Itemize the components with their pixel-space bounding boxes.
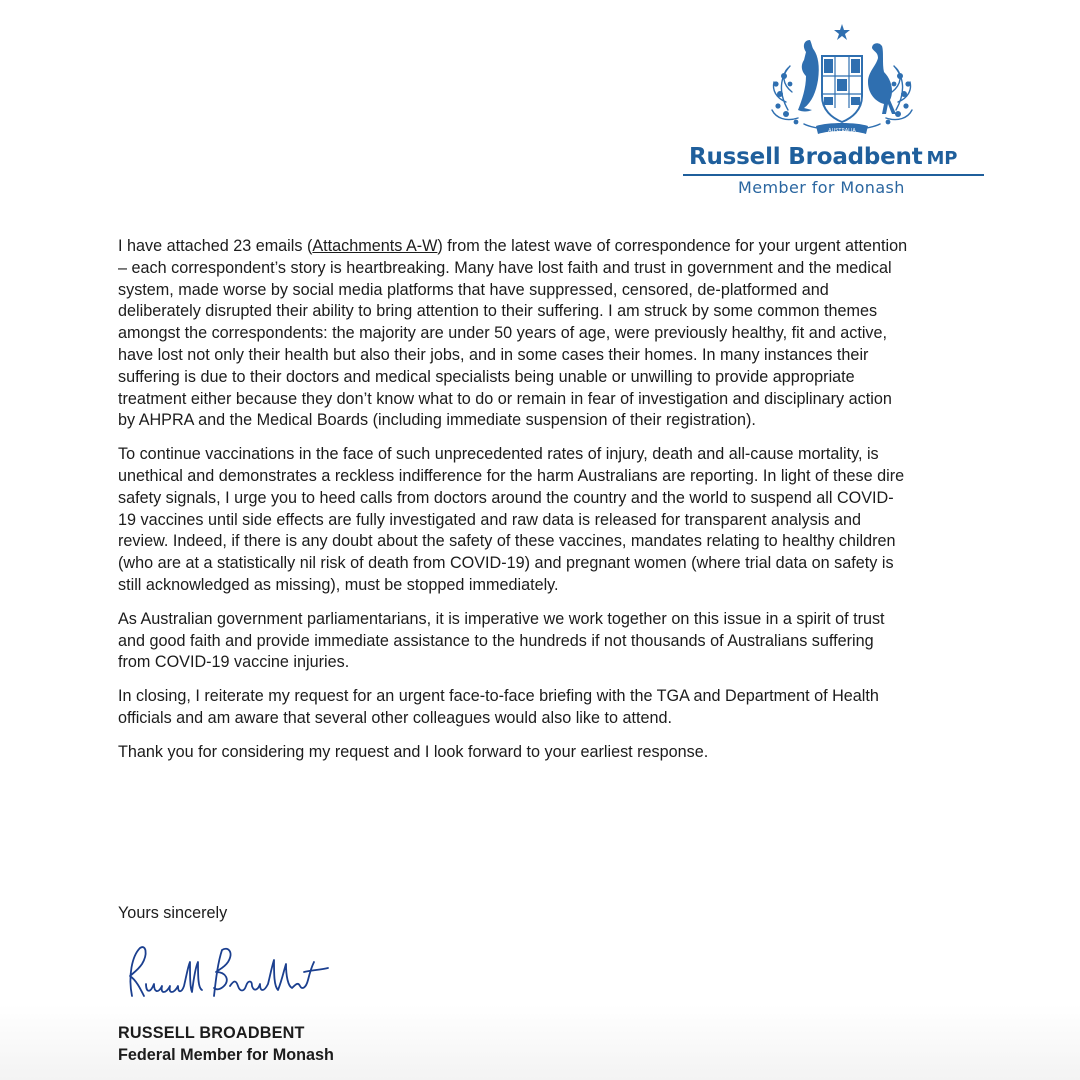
letterhead (680, 18, 985, 203)
letter-body (118, 236, 908, 776)
paragraph-thanks: Thank you for considering my request and I look forward to your earliest response. (118, 742, 709, 761)
paragraph-parliamentarians: As Australian government parliamentarians, it is imperative we work together on this issue in a spirit of trust and good faith and provide immediate assistance to the hundreds if not thousands of Australians suffering from COVID-19 vaccine injuries. (118, 609, 885, 672)
coat-of-arms-icon (768, 22, 916, 140)
crest-motto: AUSTRALIA (828, 128, 856, 134)
letterhead-divider (683, 174, 984, 176)
member-name: Russell Broadbent (689, 144, 923, 170)
signature (118, 936, 338, 1016)
paragraph-attachments (118, 236, 908, 432)
member-suffix: MP (926, 148, 958, 169)
signer-name: RUSSELL BROADBENT (118, 1024, 305, 1042)
paragraph-1-rest: ) from the latest wave of correspondence for your urgent attention – each correspondent’s story is heartbreaking. Many have lost faith and trust in government and the medical system, made worse by social media platforms that have suppressed, censored, de-platformed and deliberately disrupted their ability to bring attention to their suffering. I am struck by some common themes amongst the correspondents: the majority are under 50 years of age, were previously healthy, fit and active, have lost not only their health but also their jobs, and in some cases their homes. In many instances their suffering is due to their doctors and medical specialists being unable or unwilling to provide appropriate treatment either because they don’t know what to do or remain in fear of investigation and disciplinary action by AHPRA and the Medical Boards (including immediate suspension of their registration). (118, 237, 908, 430)
member-name-heading (689, 144, 957, 170)
signer-title: Federal Member for Monash (118, 1046, 334, 1064)
paragraph-closing-request: In closing, I reiterate my request for an urgent face-to-face briefing with the TGA and Department of Health officials and am aware that several other colleagues would also like to attend. (118, 687, 879, 727)
paragraph-vaccinations: To continue vaccinations in the face of such unprecedented rates of injury, death and all-cause mortality, is unethical and demonstrates a reckless indifference for the harm Australians are reporting. In light of these dire safety signals, I urge you to heed calls from doctors around the country and the world to suspend all COVID-19 vaccines until side effects are fully investigated and raw data is released for transparent analysis and review. Indeed, if there is any doubt about the safety of these vaccines, mandates relating to healthy children (who are at a statistically nil risk of death from COVID-19) and pregnant women (where trial data on safety is still acknowledged as missing), must be stopped immediately. (118, 445, 905, 594)
member-electorate: Member for Monash (738, 178, 905, 197)
attachments-reference: Attachments A-W (312, 237, 438, 255)
paragraph-1-lead: I have attached 23 emails ( (118, 237, 313, 255)
closing-salutation: Yours sincerely (118, 904, 228, 922)
